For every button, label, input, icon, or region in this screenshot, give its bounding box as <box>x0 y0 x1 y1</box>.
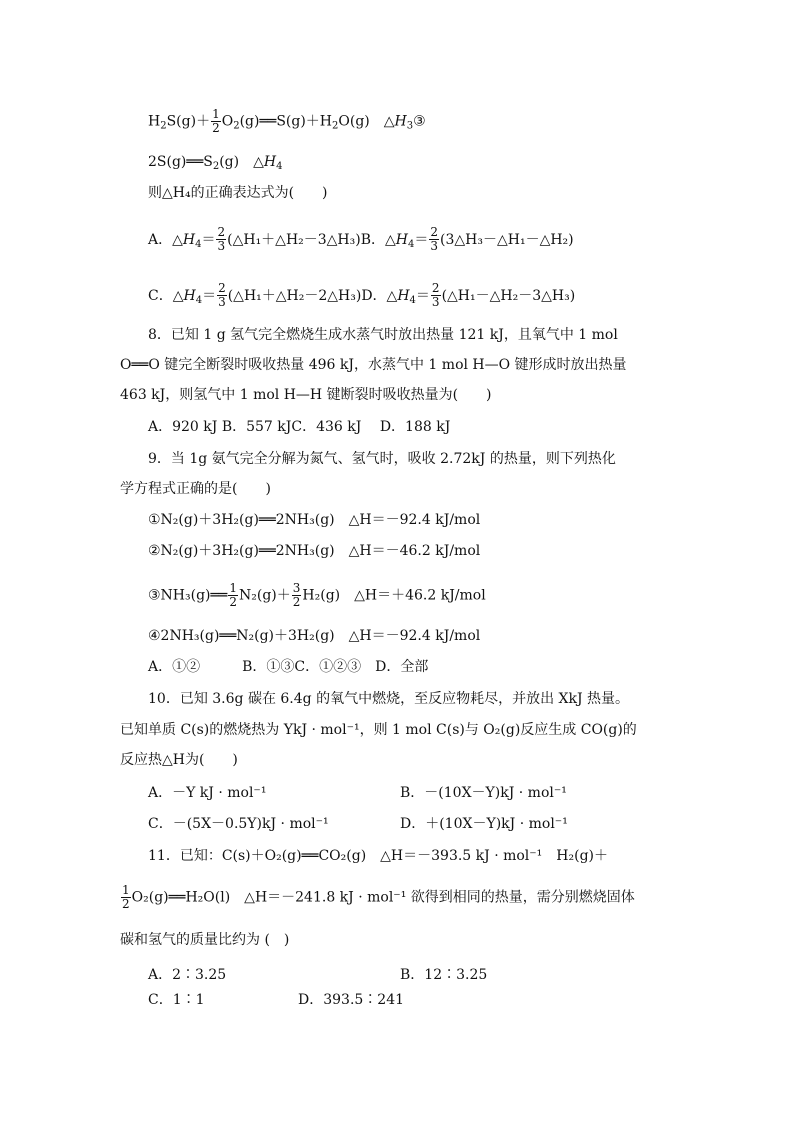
q10-option-d: D．＋(10X－Y)kJ · mol⁻¹ <box>400 816 568 832</box>
q9-line-1: 9．当 1g 氨气完全分解为氮气、氢气时，吸收 2.72kJ 的热量，则下列热化 <box>148 451 616 467</box>
q8-line-2: O══O 键完全断裂时吸收热量 496 kJ，水蒸气中 1 mol H—O 键形成时放出热量 <box>120 357 627 373</box>
q11-option-c: C．1∶1 <box>148 992 205 1008</box>
q11-line-2: $\frac{1}{2}$ O₂(g)══H₂O(l) △H＝－241.8 kJ · mol⁻¹ 欲得到相同的热量，需分别燃烧固体 <box>122 883 635 911</box>
q9-options: A．①② B．①③C．①②③ D．全部 <box>148 659 429 675</box>
q8-line-3: 463 kJ，则氢气中 1 mol H—H 键断裂时吸收热量为( ) <box>120 387 492 403</box>
fraction-half: $\frac{1}{2}$ <box>212 107 220 135</box>
q7-option-d: D．$\triangle H_4=$ $\frac{2}{3}$ (△H₁－△H₂－3△H₃) <box>361 281 576 309</box>
q7-option-b: B．$\triangle H_4=$ $\frac{2}{3}$ (3△H₃－△H₁－△H₂) <box>360 225 574 253</box>
q10-option-b: B．－(10X－Y)kJ · mol⁻¹ <box>400 785 567 801</box>
q10-line-3: 反应热△H为( ) <box>120 752 238 768</box>
q7-options-ab <box>148 226 574 255</box>
q8-line-1: 8．已知 1 g 氢气完全燃烧生成水蒸气时放出热量 121 kJ，且氧气中 1 mol <box>148 327 618 343</box>
q9-equation-3: ③NH₃(g)══ $\frac{1}{2}$ N₂(g)＋ $\frac{3}{2}$ H₂(g) △H＝＋46.2 kJ/mol <box>148 581 486 609</box>
equation-4: $2S(g)══S_2(g)$ $\triangle H_4$ <box>148 154 283 172</box>
q9-line-2: 学方程式正确的是( ) <box>120 481 271 497</box>
fraction-half: $\frac{1}{2}$ <box>122 883 130 911</box>
q7-options-cd <box>148 282 575 311</box>
q10-line-2: 已知单质 C(s)的燃烧热为 YkJ · mol⁻¹，则 1 mol C(s)与 O₂(g)反应生成 CO(g)的 <box>120 722 637 738</box>
q10-option-a: A．－Y kJ · mol⁻¹ <box>148 785 267 801</box>
q11-option-d: D．393.5∶241 <box>298 992 405 1008</box>
q10-option-c: C．－(5X－0.5Y)kJ · mol⁻¹ <box>148 816 329 832</box>
q9-equation-1: ①N₂(g)＋3H₂(g)══2NH₃(g) △H＝－92.4 kJ/mol <box>148 512 481 528</box>
q8-options: A．920 kJ B．557 kJC．436 kJ D．188 kJ <box>148 419 451 435</box>
q7-option-a: A．$\triangle H_4=$ $\frac{2}{3}$ (△H₁＋△H₂－3△H₃) <box>148 225 361 253</box>
q7-option-c: C．$\triangle H_4=$ $\frac{2}{3}$ (△H₁＋△H₂－2△H₃) <box>148 281 362 309</box>
q7-stem: 则△H₄的正确表达式为( ) <box>148 185 328 201</box>
q10-line-1: 10．已知 3.6g 碳在 6.4g 的氧气中燃烧，至反应物耗尽，并放出 XkJ 热量。 <box>148 691 630 707</box>
q11-option-b: B．12∶3.25 <box>400 967 488 983</box>
q11-option-a: A．2∶3.25 <box>148 967 227 983</box>
q11-line-1: 11．已知：C(s)＋O₂(g)══CO₂(g) △H＝－393.5 kJ · mol⁻¹ H₂(g)＋ <box>148 848 608 864</box>
equation-3: $H_2S(g)+$ $\frac{1}{2}$ $O_2(g)══S(g)+H_2O(g)$ $\triangle H_3③$ <box>148 107 426 135</box>
q11-line-3: 碳和氢气的质量比约为 ( ) <box>120 932 290 948</box>
q9-equation-4: ④2NH₃(g)══N₂(g)＋3H₂(g) △H＝－92.4 kJ/mol <box>148 628 481 644</box>
q9-equation-2: ②N₂(g)＋3H₂(g)══2NH₃(g) △H＝－46.2 kJ/mol <box>148 543 481 559</box>
